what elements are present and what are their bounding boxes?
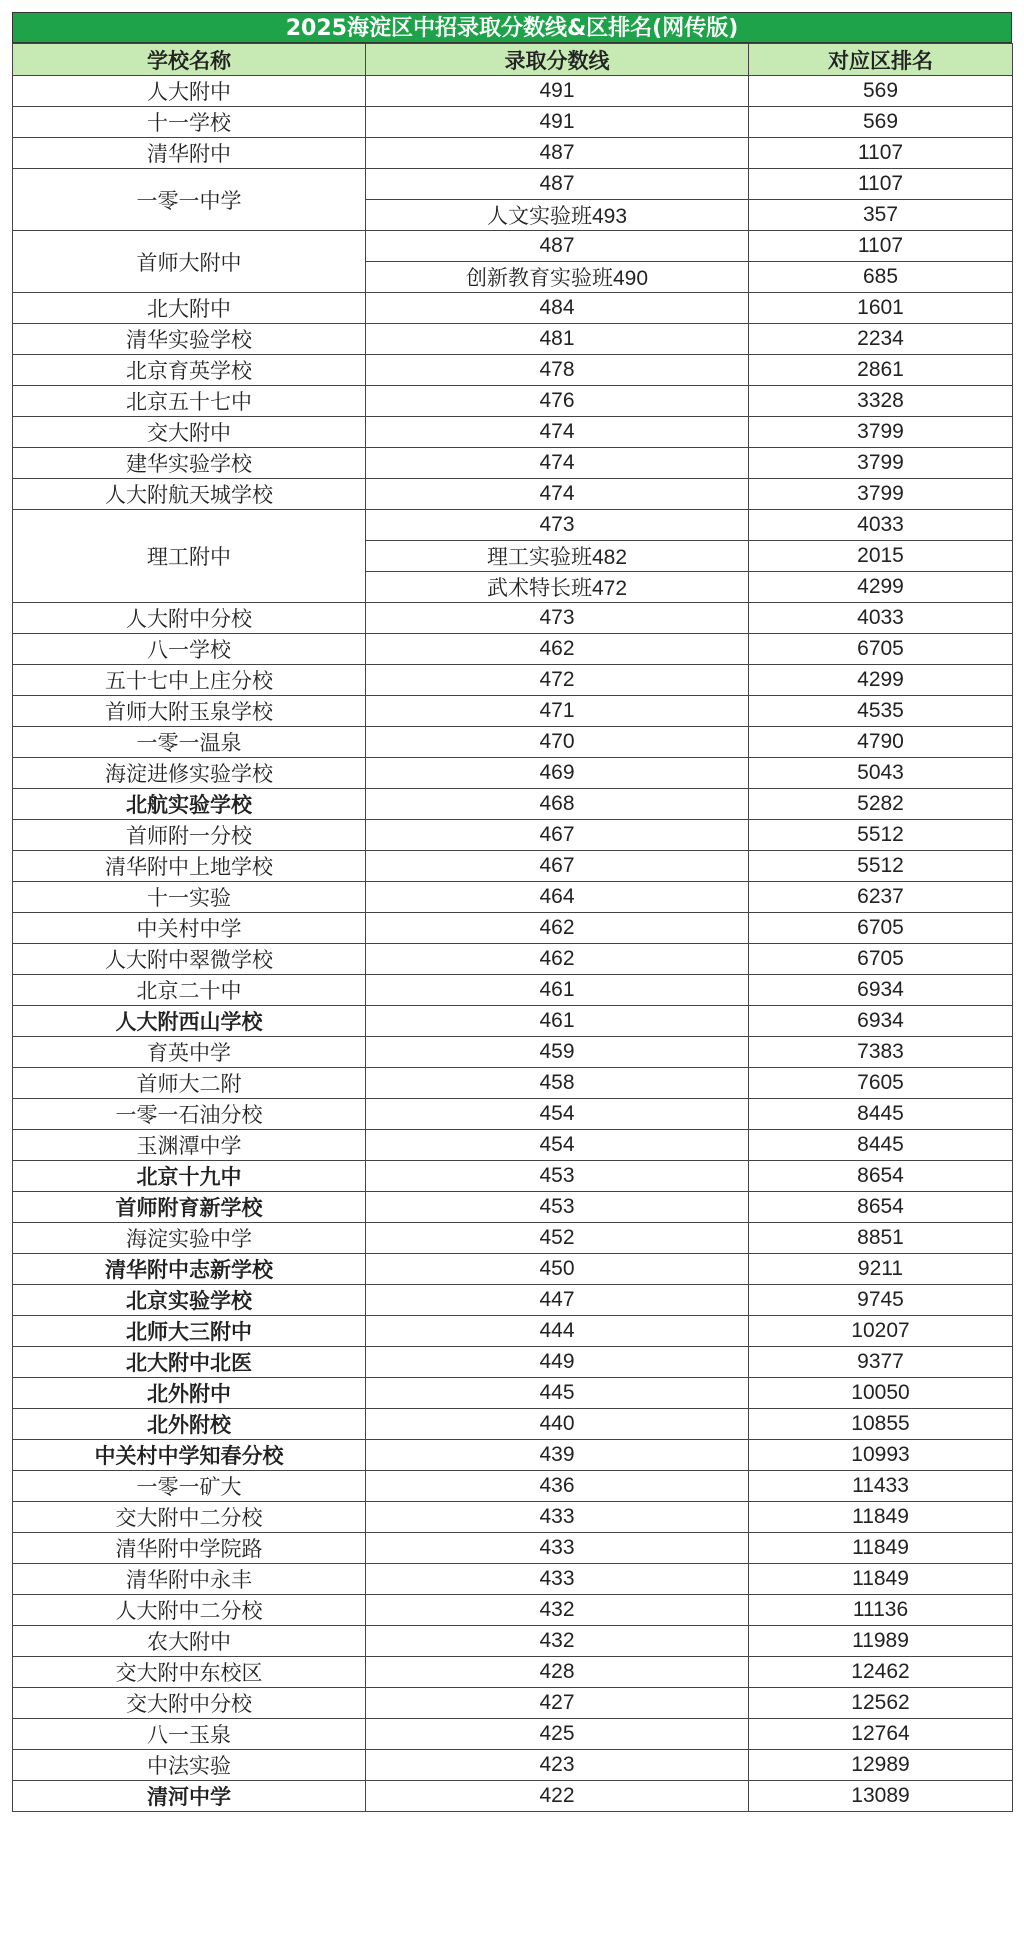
score-cell: 467 [366, 851, 749, 882]
rank-cell: 4299 [749, 572, 1013, 603]
school-name-cell: 北京五十七中 [13, 386, 366, 417]
table-row [13, 293, 1013, 324]
table-row [13, 727, 1013, 758]
rank-cell: 8654 [749, 1161, 1013, 1192]
school-name-cell: 一零一石油分校 [13, 1099, 366, 1130]
school-name-cell: 八一玉泉 [13, 1719, 366, 1750]
school-name-cell: 十一实验 [13, 882, 366, 913]
table-row [13, 1037, 1013, 1068]
school-name-cell: 清华附中学院路 [13, 1533, 366, 1564]
school-name-cell: 交大附中东校区 [13, 1657, 366, 1688]
score-cell: 人文实验班493 [366, 200, 749, 231]
score-cell: 484 [366, 293, 749, 324]
rank-cell: 11433 [749, 1471, 1013, 1502]
table-row [13, 1471, 1013, 1502]
score-cell: 433 [366, 1564, 749, 1595]
table-title: 2025海淀区中招录取分数线&区排名(网传版) [12, 12, 1012, 43]
table-row [13, 1533, 1013, 1564]
score-cell: 423 [366, 1750, 749, 1781]
rank-cell: 10993 [749, 1440, 1013, 1471]
score-cell: 474 [366, 448, 749, 479]
table-row [13, 386, 1013, 417]
table-row [13, 634, 1013, 665]
rank-cell: 7383 [749, 1037, 1013, 1068]
school-name-cell: 北师大三附中 [13, 1316, 366, 1347]
table-row [13, 231, 1013, 262]
rank-cell: 5282 [749, 789, 1013, 820]
school-name-cell: 海淀实验中学 [13, 1223, 366, 1254]
rank-cell: 2234 [749, 324, 1013, 355]
school-name-cell: 理工附中 [13, 510, 366, 603]
rank-cell: 10855 [749, 1409, 1013, 1440]
school-name-cell: 人大附西山学校 [13, 1006, 366, 1037]
school-name-cell: 北大附中 [13, 293, 366, 324]
rank-cell: 569 [749, 76, 1013, 107]
score-cell: 439 [366, 1440, 749, 1471]
score-cell: 445 [366, 1378, 749, 1409]
school-name-cell: 交大附中分校 [13, 1688, 366, 1719]
rank-cell: 357 [749, 200, 1013, 231]
table-row [13, 913, 1013, 944]
rank-cell: 12989 [749, 1750, 1013, 1781]
school-name-cell: 北京十九中 [13, 1161, 366, 1192]
school-name-cell: 北大附中北医 [13, 1347, 366, 1378]
school-name-cell: 清河中学 [13, 1781, 366, 1812]
table-row [13, 355, 1013, 386]
school-name-cell: 建华实验学校 [13, 448, 366, 479]
rank-cell: 3799 [749, 417, 1013, 448]
score-cell: 创新教育实验班490 [366, 262, 749, 293]
school-name-cell: 八一学校 [13, 634, 366, 665]
table-row [13, 1750, 1013, 1781]
score-cell: 454 [366, 1130, 749, 1161]
table-row [13, 107, 1013, 138]
score-cell: 462 [366, 913, 749, 944]
school-name-cell: 北外附校 [13, 1409, 366, 1440]
score-cell: 453 [366, 1192, 749, 1223]
school-name-cell: 交大附中 [13, 417, 366, 448]
rank-cell: 4033 [749, 603, 1013, 634]
school-name-cell: 人大附中分校 [13, 603, 366, 634]
school-name-cell: 首师大附中 [13, 231, 366, 293]
score-cell: 422 [366, 1781, 749, 1812]
rank-cell: 3328 [749, 386, 1013, 417]
score-cell: 理工实验班482 [366, 541, 749, 572]
score-cell: 473 [366, 603, 749, 634]
school-name-cell: 一零一温泉 [13, 727, 366, 758]
score-cell: 武术特长班472 [366, 572, 749, 603]
score-cell: 433 [366, 1533, 749, 1564]
header-row [13, 44, 1013, 76]
rank-cell: 8445 [749, 1099, 1013, 1130]
score-cell: 464 [366, 882, 749, 913]
table-row [13, 138, 1013, 169]
school-name-cell: 育英中学 [13, 1037, 366, 1068]
school-name-cell: 北京实验学校 [13, 1285, 366, 1316]
school-name-cell: 首师附育新学校 [13, 1192, 366, 1223]
school-name-cell: 中关村中学知春分校 [13, 1440, 366, 1471]
score-cell: 487 [366, 231, 749, 262]
table-row [13, 1099, 1013, 1130]
score-table-container [12, 12, 1012, 1812]
header-rank: 对应区排名 [749, 44, 1013, 76]
score-cell: 432 [366, 1595, 749, 1626]
rank-cell: 6934 [749, 1006, 1013, 1037]
rank-cell: 5512 [749, 820, 1013, 851]
score-cell: 470 [366, 727, 749, 758]
school-name-cell: 清华附中 [13, 138, 366, 169]
table-row [13, 1006, 1013, 1037]
rank-cell: 12562 [749, 1688, 1013, 1719]
table-row [13, 1409, 1013, 1440]
rank-cell: 3799 [749, 448, 1013, 479]
header-score: 录取分数线 [366, 44, 749, 76]
table-row [13, 1161, 1013, 1192]
table-row [13, 975, 1013, 1006]
score-cell: 469 [366, 758, 749, 789]
table-row [13, 510, 1013, 541]
rank-cell: 1107 [749, 169, 1013, 200]
score-cell: 432 [366, 1626, 749, 1657]
table-row [13, 696, 1013, 727]
rank-cell: 6934 [749, 975, 1013, 1006]
rank-cell: 6237 [749, 882, 1013, 913]
score-cell: 428 [366, 1657, 749, 1688]
score-cell: 440 [366, 1409, 749, 1440]
school-name-cell: 中法实验 [13, 1750, 366, 1781]
rank-cell: 11989 [749, 1626, 1013, 1657]
score-cell: 491 [366, 107, 749, 138]
rank-cell: 9211 [749, 1254, 1013, 1285]
rank-cell: 11849 [749, 1564, 1013, 1595]
school-name-cell: 十一学校 [13, 107, 366, 138]
rank-cell: 2015 [749, 541, 1013, 572]
score-cell: 452 [366, 1223, 749, 1254]
score-cell: 478 [366, 355, 749, 386]
rank-cell: 4033 [749, 510, 1013, 541]
rank-cell: 8851 [749, 1223, 1013, 1254]
score-cell: 491 [366, 76, 749, 107]
rank-cell: 4790 [749, 727, 1013, 758]
score-cell: 454 [366, 1099, 749, 1130]
rank-cell: 8445 [749, 1130, 1013, 1161]
score-cell: 461 [366, 1006, 749, 1037]
school-name-cell: 首师大二附 [13, 1068, 366, 1099]
school-name-cell: 清华附中永丰 [13, 1564, 366, 1595]
school-name-cell: 北航实验学校 [13, 789, 366, 820]
score-cell: 447 [366, 1285, 749, 1316]
rank-cell: 13089 [749, 1781, 1013, 1812]
rank-cell: 9745 [749, 1285, 1013, 1316]
score-cell: 449 [366, 1347, 749, 1378]
score-cell: 473 [366, 510, 749, 541]
rank-cell: 12462 [749, 1657, 1013, 1688]
school-name-cell: 交大附中二分校 [13, 1502, 366, 1533]
rank-cell: 10050 [749, 1378, 1013, 1409]
rank-cell: 1107 [749, 138, 1013, 169]
table-row [13, 324, 1013, 355]
header-school: 学校名称 [13, 44, 366, 76]
rank-cell: 2861 [749, 355, 1013, 386]
rank-cell: 7605 [749, 1068, 1013, 1099]
school-name-cell: 清华附中上地学校 [13, 851, 366, 882]
table-row [13, 76, 1013, 107]
school-name-cell: 海淀进修实验学校 [13, 758, 366, 789]
rank-cell: 569 [749, 107, 1013, 138]
rank-cell: 11849 [749, 1533, 1013, 1564]
table-row [13, 758, 1013, 789]
table-row [13, 1347, 1013, 1378]
rank-cell: 5512 [749, 851, 1013, 882]
score-cell: 481 [366, 324, 749, 355]
table-row [13, 1657, 1013, 1688]
school-name-cell: 一零一中学 [13, 169, 366, 231]
school-name-cell: 首师大附玉泉学校 [13, 696, 366, 727]
score-cell: 436 [366, 1471, 749, 1502]
rank-cell: 10207 [749, 1316, 1013, 1347]
rank-cell: 11849 [749, 1502, 1013, 1533]
table-body [13, 76, 1013, 1812]
score-cell: 468 [366, 789, 749, 820]
rank-cell: 12764 [749, 1719, 1013, 1750]
score-cell: 427 [366, 1688, 749, 1719]
score-cell: 458 [366, 1068, 749, 1099]
school-name-cell: 人大附中 [13, 76, 366, 107]
rank-cell: 6705 [749, 944, 1013, 975]
rank-cell: 1107 [749, 231, 1013, 262]
rank-cell: 11136 [749, 1595, 1013, 1626]
table-row [13, 1130, 1013, 1161]
score-cell: 462 [366, 944, 749, 975]
table-row [13, 1192, 1013, 1223]
rank-cell: 9377 [749, 1347, 1013, 1378]
rank-cell: 8654 [749, 1192, 1013, 1223]
score-cell: 433 [366, 1502, 749, 1533]
school-name-cell: 首师附一分校 [13, 820, 366, 851]
table-row [13, 1285, 1013, 1316]
table-row [13, 1688, 1013, 1719]
table-row [13, 169, 1013, 200]
table-row [13, 1316, 1013, 1347]
score-cell: 474 [366, 479, 749, 510]
school-name-cell: 玉渊潭中学 [13, 1130, 366, 1161]
table-row [13, 1254, 1013, 1285]
school-name-cell: 北京育英学校 [13, 355, 366, 386]
score-cell: 474 [366, 417, 749, 448]
score-cell: 476 [366, 386, 749, 417]
table-row [13, 851, 1013, 882]
rank-cell: 4535 [749, 696, 1013, 727]
score-cell: 471 [366, 696, 749, 727]
school-name-cell: 北京二十中 [13, 975, 366, 1006]
score-cell: 467 [366, 820, 749, 851]
table-row [13, 944, 1013, 975]
table-row [13, 1781, 1013, 1812]
table-row [13, 789, 1013, 820]
score-cell: 453 [366, 1161, 749, 1192]
school-name-cell: 北外附中 [13, 1378, 366, 1409]
table-row [13, 1502, 1013, 1533]
table-row [13, 417, 1013, 448]
school-name-cell: 清华附中志新学校 [13, 1254, 366, 1285]
score-table [12, 43, 1013, 1812]
table-row [13, 448, 1013, 479]
table-row [13, 479, 1013, 510]
rank-cell: 685 [749, 262, 1013, 293]
school-name-cell: 中关村中学 [13, 913, 366, 944]
school-name-cell: 五十七中上庄分校 [13, 665, 366, 696]
table-row [13, 820, 1013, 851]
table-row [13, 1223, 1013, 1254]
table-row [13, 665, 1013, 696]
school-name-cell: 一零一矿大 [13, 1471, 366, 1502]
table-row [13, 882, 1013, 913]
table-row [13, 1068, 1013, 1099]
table-row [13, 1564, 1013, 1595]
score-cell: 461 [366, 975, 749, 1006]
rank-cell: 3799 [749, 479, 1013, 510]
table-row [13, 1626, 1013, 1657]
rank-cell: 1601 [749, 293, 1013, 324]
table-row [13, 1378, 1013, 1409]
rank-cell: 6705 [749, 913, 1013, 944]
school-name-cell: 人大附中翠微学校 [13, 944, 366, 975]
score-cell: 450 [366, 1254, 749, 1285]
table-row [13, 1440, 1013, 1471]
school-name-cell: 人大附航天城学校 [13, 479, 366, 510]
score-cell: 487 [366, 138, 749, 169]
rank-cell: 6705 [749, 634, 1013, 665]
school-name-cell: 清华实验学校 [13, 324, 366, 355]
score-cell: 472 [366, 665, 749, 696]
table-row [13, 1595, 1013, 1626]
score-cell: 459 [366, 1037, 749, 1068]
score-cell: 425 [366, 1719, 749, 1750]
score-cell: 487 [366, 169, 749, 200]
score-cell: 444 [366, 1316, 749, 1347]
rank-cell: 4299 [749, 665, 1013, 696]
score-cell: 462 [366, 634, 749, 665]
school-name-cell: 农大附中 [13, 1626, 366, 1657]
school-name-cell: 人大附中二分校 [13, 1595, 366, 1626]
table-row [13, 1719, 1013, 1750]
table-row [13, 603, 1013, 634]
rank-cell: 5043 [749, 758, 1013, 789]
